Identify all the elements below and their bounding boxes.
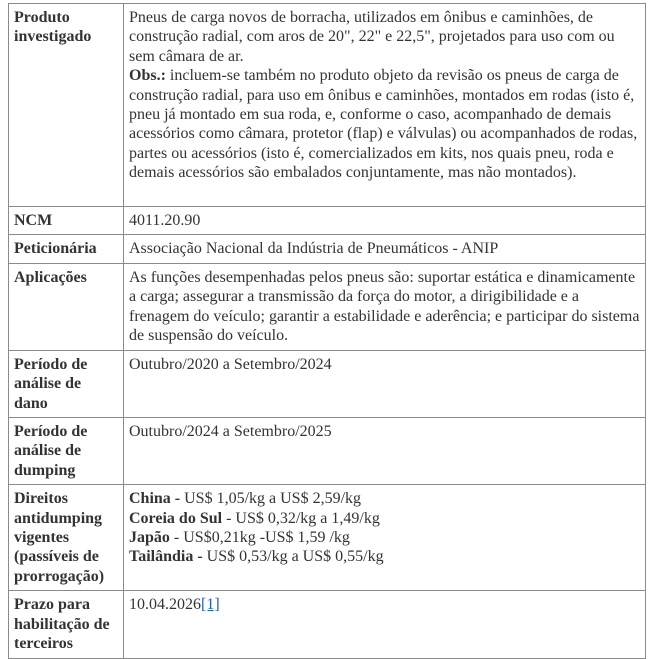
- table-row: [9, 235, 646, 263]
- table-row: [9, 4, 646, 207]
- duty-item: [129, 509, 640, 528]
- table-row: [9, 263, 646, 350]
- damage-period-value: Outubro/2020 a Setembro/2024: [124, 350, 646, 417]
- duty-country: Tailândia -: [129, 548, 203, 566]
- table-row: [9, 485, 646, 591]
- duties-list: [124, 485, 646, 591]
- deadline-cell: [124, 591, 646, 658]
- duty-country: China -: [129, 490, 181, 508]
- row-label: Direitos antidumping vigentes (passíveis de prorrogação): [9, 485, 124, 591]
- row-label: Aplicações: [9, 263, 124, 350]
- ncm-value: 4011.20.90: [124, 207, 646, 235]
- product-description: [124, 4, 646, 207]
- table-row: [9, 418, 646, 485]
- table-row: [9, 207, 646, 235]
- dumping-period-value: Outubro/2024 a Setembro/2025: [124, 418, 646, 485]
- info-table: [8, 3, 646, 659]
- duty-value: US$ 1,05/kg a US$ 2,59/kg: [180, 490, 362, 508]
- row-label: Produto investigado: [9, 4, 124, 207]
- table-row: [9, 591, 646, 658]
- row-label: Prazo para habilitação de terceiros: [9, 591, 124, 658]
- row-label: Peticionária: [9, 235, 124, 263]
- duty-item: [129, 489, 640, 508]
- table-row: [9, 350, 646, 417]
- duty-country: Coreia do Sul: [129, 509, 223, 527]
- row-label: Período de análise de dano: [9, 350, 124, 417]
- product-text: Pneus de carga novos de borracha, utilizados em ônibus e caminhões, de construção radial, com aros de 20", 22" e 22,5", projetados para uso com ou sem câmara de ar.: [129, 9, 615, 65]
- obs-text: incluem-se também no produto objeto da revisão os pneus de carga de construção radial, para uso em ônibus e caminhões, montados em rodas (isto é, pneu já montado em sua roda, e, conforme o caso, acompanhado de demais acessórios como câmara, protetor (flap) e válvulas) ou acompanhados de rodas, partes ou acessórios (isto é, comercializados em kits, nos quais pneu, roda e demais acessórios são embalados conjuntamente, mas não montados).: [129, 67, 638, 182]
- duty-country: Japão: [129, 529, 170, 547]
- duty-value: - US$0,21kg -US$ 1,59 /kg: [169, 529, 350, 547]
- duty-item: [129, 528, 640, 547]
- row-label: NCM: [9, 207, 124, 235]
- row-label: Período de análise de dumping: [9, 418, 124, 485]
- footnote-link[interactable]: [1]: [201, 596, 220, 614]
- deadline-value: 10.04.2026: [129, 596, 201, 614]
- petitioner-value: Associação Nacional da Indústria de Pneumáticos - ANIP: [124, 235, 646, 263]
- duty-value: US$ 0,53/kg a US$ 0,55/kg: [202, 548, 384, 566]
- duty-item: [129, 547, 640, 566]
- duty-value: - US$ 0,32/kg a 1,49/kg: [222, 509, 380, 527]
- obs-label: Obs.:: [129, 67, 166, 85]
- applications-value: As funções desempenhadas pelos pneus são: suportar estática e dinamicamente a carga; assegurar a transmissão da força do motor, a dirigibilidade e a frenagem do veículo; garantir a estabilidade e aderência; e participar do sistema de suspensão do veículo.: [124, 263, 646, 350]
